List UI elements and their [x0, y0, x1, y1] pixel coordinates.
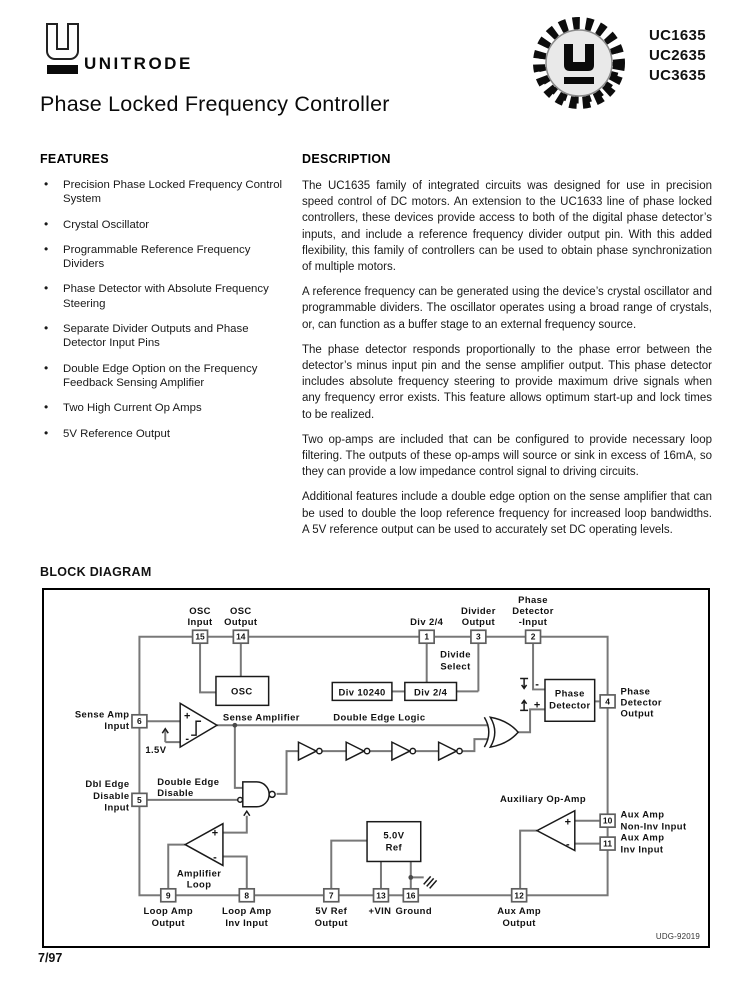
bullet-icon: •	[44, 425, 49, 440]
svg-text:Non-Inv Input: Non-Inv Input	[620, 821, 687, 833]
svg-text:+: +	[533, 699, 541, 712]
feature-item	[40, 282, 294, 311]
feature-item	[40, 362, 294, 391]
feature-text: 5V Reference Output	[63, 427, 171, 440]
svg-text:11: 11	[603, 838, 613, 849]
part-number: UC3635	[649, 67, 706, 84]
description-paragraph: The UC1635 family of integrated circuits was designed for use in precision speed control of DC motors. An extension to the UC1633 line of phase locked controllers, these devices provide access to both of the digital phase detector’s inputs, and include a reference frequency divider output pin. With this added flexibility, this family of controllers can be used to obtain phase synchronization of multiple motors.	[302, 180, 712, 274]
feature-text: Two High Current Op Amps	[63, 402, 202, 415]
xor-gate	[484, 717, 518, 747]
svg-text:Detector: Detector	[549, 700, 591, 712]
svg-text:7: 7	[328, 890, 334, 901]
svg-text:OSC: OSC	[229, 605, 252, 617]
feature-item	[40, 427, 294, 441]
svg-text:Sense Amplifier: Sense Amplifier	[222, 712, 300, 724]
svg-text:-: -	[185, 733, 189, 746]
brand-name: UNITRODE	[84, 54, 193, 73]
feature-item	[40, 322, 294, 351]
svg-text:6: 6	[137, 716, 142, 727]
feature-item	[40, 401, 294, 415]
svg-text:Disable: Disable	[93, 790, 130, 802]
description-paragraph: Two op-amps are included that can be configured to provide necessary loop filtering. The outputs of these op-amps will source or sink in excess of 16mA, so they can provide a low impedance control signal to driving circuits.	[302, 433, 712, 479]
feature-text: Crystal Oscillator	[63, 218, 150, 231]
svg-text:1: 1	[424, 631, 430, 642]
block-diagram-svg	[44, 590, 708, 946]
feature-item	[40, 243, 294, 272]
rising-edge-icon	[520, 700, 528, 710]
svg-text:Aux Amp: Aux Amp	[620, 832, 665, 844]
svg-text:Aux Amp: Aux Amp	[497, 906, 542, 918]
svg-text:Loop Amp: Loop Amp	[222, 906, 272, 918]
description-paragraphs	[302, 178, 712, 538]
svg-text:Detector: Detector	[620, 697, 662, 709]
svg-text:Div 2/4: Div 2/4	[414, 687, 448, 699]
svg-text:-: -	[566, 838, 570, 851]
part-number: UC2635	[649, 47, 706, 64]
falling-edge-icon	[520, 679, 528, 689]
up-arrow-icon	[244, 811, 250, 815]
svg-text:Output: Output	[502, 918, 536, 930]
svg-text:2: 2	[530, 631, 536, 642]
svg-text:15: 15	[195, 631, 205, 642]
svg-text:Double Edge Logic: Double Edge Logic	[333, 712, 426, 724]
svg-text:4: 4	[605, 696, 610, 707]
svg-text:Select: Select	[440, 661, 471, 673]
feature-text: Phase Detector with Absolute Frequency Steering	[63, 283, 269, 310]
bullet-icon: •	[44, 177, 49, 191]
footer-date: 7/97	[38, 951, 63, 965]
svg-text:Output: Output	[314, 918, 348, 930]
feature-text: Separate Divider Outputs and Phase Detector Input Pins	[63, 323, 249, 350]
svg-text:13: 13	[376, 890, 386, 901]
svg-text:Loop: Loop	[186, 879, 212, 891]
part-number: UC1635	[649, 27, 706, 44]
svg-text:+: +	[211, 827, 219, 840]
description-paragraph: The phase detector responds proportionally to the phase error between the detector’s minus input pin and the sense amplifier output. This phase detector includes absolute frequency steering to provide maximum drive signals when any frequency error exists. This feature allows optimum start-up and lock times to be realized.	[302, 343, 712, 421]
bullet-icon: •	[44, 216, 49, 231]
svg-text:+VIN: +VIN	[368, 906, 392, 918]
feature-text: Precision Phase Locked Frequency Control System	[63, 179, 283, 206]
svg-text:Input: Input	[104, 721, 130, 733]
svg-text:Output: Output	[224, 616, 258, 628]
svg-text:+: +	[183, 710, 191, 723]
svg-text:Output: Output	[620, 708, 654, 720]
svg-text:Dbl Edge: Dbl Edge	[85, 778, 130, 790]
feature-text: Programmable Reference Frequency Dividers	[63, 243, 251, 271]
unitrode-logo	[44, 22, 84, 78]
svg-text:Double Edge: Double Edge	[157, 776, 220, 788]
svg-text:OSC: OSC	[230, 686, 253, 698]
feature-item	[40, 178, 294, 207]
description-paragraph: Additional features include a double edge option on the sense amplifier that can be used to double the loop reference frequency for increased loop bandwidths. A 5V reference output can be used to accurately set DC operating levels.	[302, 491, 712, 536]
unitrode-logo-glyph	[44, 22, 84, 78]
svg-text:12: 12	[514, 890, 524, 901]
svg-text:Disable: Disable	[157, 787, 194, 799]
description-section	[302, 152, 712, 547]
svg-text:Output: Output	[461, 616, 496, 628]
part-number-list	[649, 26, 706, 86]
page-title: Phase Locked Frequency Controller	[40, 92, 390, 116]
block-diagram	[42, 588, 710, 948]
svg-text:-: -	[213, 851, 217, 864]
svg-text:14: 14	[236, 631, 246, 642]
svg-text:Divide: Divide	[440, 649, 471, 661]
bullet-icon: •	[44, 360, 49, 375]
bullet-icon: •	[44, 241, 49, 256]
svg-text:8: 8	[244, 890, 250, 901]
svg-text:10: 10	[602, 815, 613, 826]
svg-text:5.0V: 5.0V	[383, 830, 405, 842]
ground-icon	[424, 876, 437, 888]
svg-text:Phase: Phase	[518, 594, 548, 606]
svg-text:Ref: Ref	[385, 842, 403, 854]
feature-item	[40, 218, 294, 232]
svg-text:-Input: -Input	[518, 616, 548, 628]
description-heading: DESCRIPTION	[302, 152, 391, 166]
svg-text:Loop Amp: Loop Amp	[143, 906, 193, 918]
svg-text:9: 9	[165, 890, 171, 901]
feature-text: Double Edge Option on the Frequency Feedback Sensing Amplifier	[63, 362, 258, 389]
svg-text:UDG-92019: UDG-92019	[655, 932, 701, 942]
svg-text:Detector: Detector	[512, 605, 554, 617]
svg-text:Auxiliary Op-Amp: Auxiliary Op-Amp	[499, 793, 587, 805]
svg-text:Amplifier: Amplifier	[176, 868, 222, 880]
features-list	[40, 178, 294, 441]
svg-text:5: 5	[137, 794, 142, 805]
svg-text:Input: Input	[187, 616, 213, 628]
svg-text:Phase: Phase	[620, 686, 651, 698]
svg-text:Inv Input: Inv Input	[225, 918, 269, 930]
block-diagram-heading: BLOCK DIAGRAM	[40, 565, 152, 579]
svg-text:Input: Input	[104, 802, 130, 814]
svg-text:16: 16	[406, 890, 416, 901]
svg-text:Ground: Ground	[395, 906, 433, 918]
features-heading: FEATURES	[40, 152, 109, 166]
svg-text:3: 3	[476, 631, 481, 642]
svg-text:Inv Input: Inv Input	[620, 844, 664, 856]
svg-text:Div 10240: Div 10240	[338, 687, 386, 699]
svg-text:+: +	[564, 816, 572, 829]
svg-text:Phase: Phase	[554, 688, 585, 700]
description-paragraph: A reference frequency can be generated using the device’s crystal oscillator and programmable dividers. The oscillator operates using a broad range of crystals, or, can function as a buffer stage to an external frequency source.	[302, 286, 712, 331]
svg-text:-: -	[535, 678, 539, 691]
svg-text:1.5V: 1.5V	[145, 745, 167, 757]
bullet-icon: •	[44, 281, 49, 296]
svg-text:Sense Amp: Sense Amp	[74, 709, 130, 721]
nand-gate	[238, 782, 275, 807]
bullet-icon: •	[44, 400, 49, 415]
svg-text:Divider: Divider	[460, 605, 496, 617]
svg-text:Div 2/4: Div 2/4	[410, 616, 444, 628]
svg-text:Output: Output	[151, 918, 185, 930]
application-information-emblem	[518, 14, 642, 114]
bullet-icon: •	[44, 321, 49, 336]
svg-text:OSC: OSC	[189, 605, 211, 617]
features-section	[40, 152, 294, 452]
svg-text:Aux Amp: Aux Amp	[620, 809, 665, 821]
emblem-graphic	[518, 14, 642, 114]
svg-text:5V Ref: 5V Ref	[315, 906, 348, 918]
